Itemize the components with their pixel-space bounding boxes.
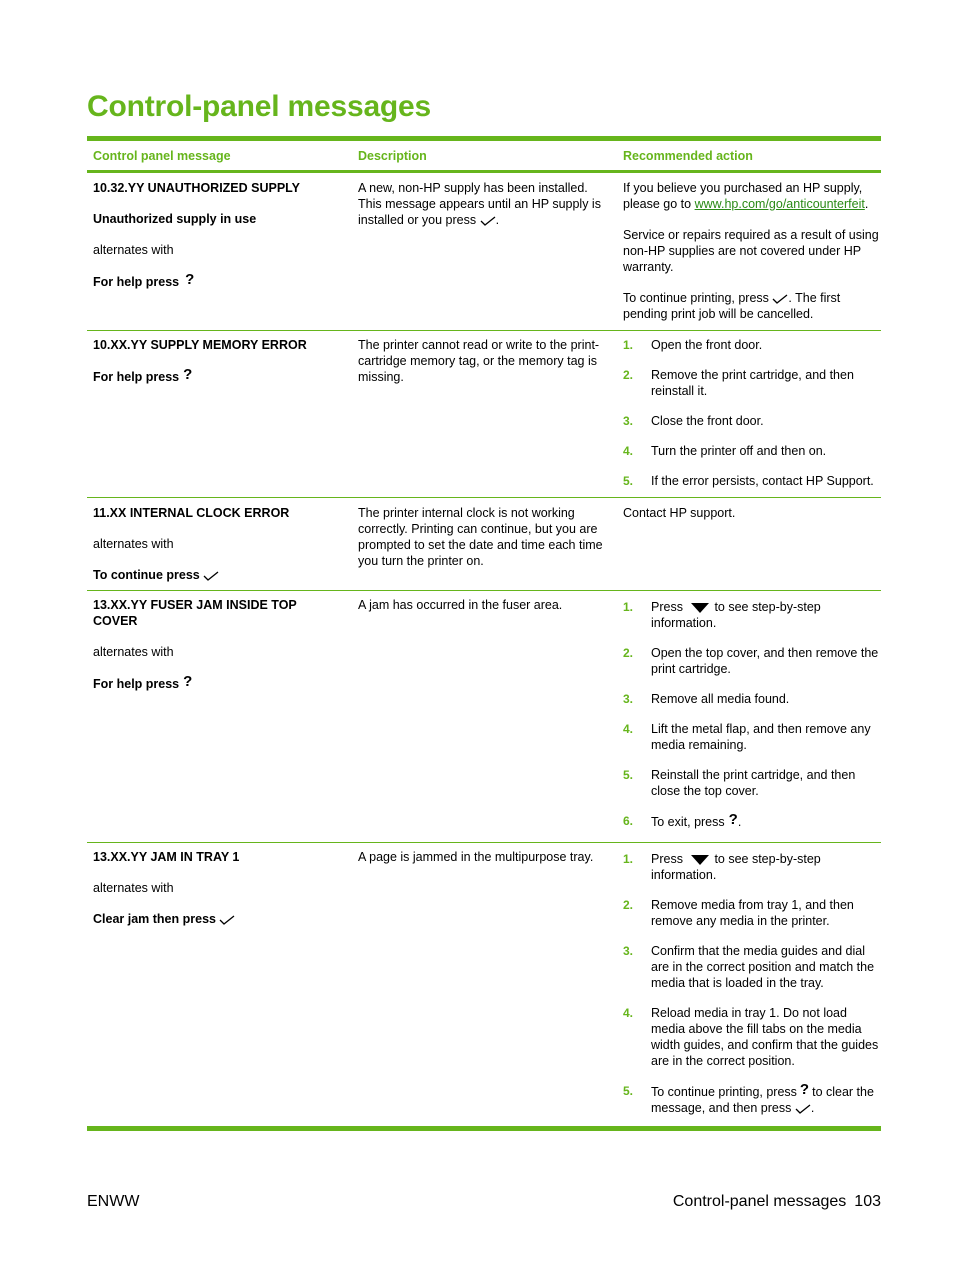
step-text: Turn the printer off and then on. [651, 444, 827, 458]
message-text: Unauthorized supply in use [93, 212, 257, 226]
footer-left-label: ENWW [87, 1193, 140, 1210]
list-item [623, 413, 879, 429]
step-number: 3. [623, 692, 634, 706]
help-icon: ? [728, 811, 738, 828]
message-code: 11.XX INTERNAL CLOCK ERROR [93, 506, 290, 520]
table-row-2-message [93, 337, 343, 385]
step-number: 2. [623, 368, 634, 382]
list-item [623, 599, 879, 631]
help-line [93, 368, 343, 385]
step-text: Confirm that the media guides and dial are in the correct position and match the media that is loaded in the tray. [651, 944, 875, 990]
help-text: For help press [93, 275, 180, 289]
description-end: . [495, 213, 500, 227]
step-number: 3. [623, 414, 634, 428]
list-item [623, 851, 879, 883]
table-row-2-action [623, 337, 879, 489]
column-header-action: Recommended action [623, 149, 753, 163]
table-row-4-action [623, 599, 879, 830]
column-header-message: Control panel message [93, 149, 231, 163]
action-para-1 [623, 180, 879, 212]
checkmark-icon [203, 571, 219, 581]
page-title: Control-panel messages [87, 90, 432, 123]
help-icon: ? [183, 366, 193, 383]
step-number: 3. [623, 944, 634, 958]
continue-text: To continue press [93, 568, 200, 582]
step-text: Reload media in tray 1. Do not load media above the fill tabs on the media width guides, and confirm that the guides are in the correct position. [651, 1006, 879, 1068]
clear-jam-text: Clear jam then press [93, 912, 216, 926]
step-number: 5. [623, 768, 634, 782]
alternates-text: alternates with [93, 645, 174, 659]
action-text-end: . [864, 197, 869, 211]
table-row-1-description [358, 180, 610, 228]
checkmark-icon [772, 294, 788, 304]
message-code: 13.XX.YY JAM IN TRAY 1 [93, 850, 240, 864]
action-para-2: Service or repairs required as a result of using non-HP supplies are not covered under HP warranty. [623, 228, 879, 274]
step-number: 2. [623, 646, 634, 660]
list-item [623, 721, 879, 753]
page-number: 103 [854, 1193, 881, 1210]
step-number: 2. [623, 898, 634, 912]
list-item [623, 367, 879, 399]
alternates-text: alternates with [93, 537, 174, 551]
step-text: Remove all media found. [651, 692, 790, 706]
table-bottom-rule [87, 1126, 881, 1131]
table-row-2-description: The printer cannot read or write to the print-cartridge memory tag, or the memory tag is missing. [358, 338, 600, 384]
column-header-description: Description [358, 149, 427, 163]
help-icon: ? [183, 673, 193, 690]
list-item [623, 1083, 879, 1116]
step-number: 1. [623, 600, 634, 614]
step-text: Open the front door. [651, 338, 763, 352]
table-row-4-description: A jam has occurred in the fuser area. [358, 598, 563, 612]
step-text: Lift the metal flap, and then remove any media remaining. [651, 722, 871, 752]
step-text-middle: to clear the message, and then press [651, 1085, 874, 1115]
down-arrow-icon [690, 854, 710, 866]
continue-line [93, 567, 343, 583]
steps-list [623, 599, 879, 830]
action-text: To continue printing, press [623, 291, 769, 305]
list-item [623, 337, 879, 353]
step-number: 4. [623, 444, 634, 458]
step-number: 5. [623, 474, 634, 488]
header-rule [87, 170, 881, 173]
table-row-1-message [93, 180, 343, 290]
checkmark-icon [480, 216, 496, 226]
table-row-5-message [93, 849, 343, 927]
step-text: Press [651, 852, 683, 866]
title-rule [87, 136, 881, 141]
list-item [623, 1005, 879, 1069]
help-line [93, 273, 343, 290]
step-number: 4. [623, 722, 634, 736]
table-row-3-action: Contact HP support. [623, 506, 736, 520]
step-text: To exit, press [651, 815, 725, 829]
step-text: Reinstall the print cartridge, and then close the top cover. [651, 768, 856, 798]
step-number: 6. [623, 814, 634, 828]
help-icon: ? [185, 271, 195, 288]
step-text: Remove media from tray 1, and then remove any media in the printer. [651, 898, 854, 928]
row-divider [87, 330, 881, 331]
action-para-3 [623, 290, 879, 322]
list-item [623, 645, 879, 677]
step-text: Open the top cover, and then remove the print cartridge. [651, 646, 879, 676]
step-text-end: to see step-by-step information. [651, 600, 821, 630]
message-code: 10.32.YY UNAUTHORIZED SUPPLY [93, 181, 301, 195]
step-text-end: . [737, 815, 742, 829]
row-divider [87, 842, 881, 843]
table-row-5-description: A page is jammed in the multipurpose tray. [358, 850, 594, 864]
step-text: Remove the print cartridge, and then reinstall it. [651, 368, 854, 398]
step-text-end: to see step-by-step information. [651, 852, 821, 882]
list-item [623, 943, 879, 991]
message-code: 10.XX.YY SUPPLY MEMORY ERROR [93, 338, 307, 352]
list-item [623, 897, 879, 929]
alternates-text: alternates with [93, 881, 174, 895]
step-number: 1. [623, 852, 634, 866]
clear-jam-line [93, 911, 343, 927]
step-text: Close the front door. [651, 414, 764, 428]
step-number: 5. [623, 1084, 634, 1098]
table-row-1-action [623, 180, 879, 322]
footer-section-title: Control-panel messages [672, 1193, 847, 1210]
help-line [93, 675, 343, 692]
help-icon: ? [799, 1081, 810, 1098]
table-row-3-message [93, 505, 343, 583]
footer-right [673, 1193, 881, 1211]
step-text-end: . [810, 1101, 815, 1115]
message-code: 13.XX.YY FUSER JAM INSIDE TOP COVER [93, 598, 297, 628]
step-text: To continue printing, press [651, 1085, 797, 1099]
action-text-end: . The first pending print job will be cancelled. [623, 291, 841, 321]
row-divider [87, 590, 881, 591]
help-text: For help press [93, 370, 180, 384]
row-divider [87, 497, 881, 498]
anticounterfeit-link[interactable]: www.hp.com/go/anticounterfeit [694, 197, 865, 211]
table-row-4-message [93, 597, 343, 692]
list-item [623, 767, 879, 799]
list-item [623, 443, 879, 459]
list-item [623, 691, 879, 707]
checkmark-icon [219, 915, 235, 925]
step-text: Press [651, 600, 683, 614]
steps-list [623, 337, 879, 489]
step-number: 4. [623, 1006, 634, 1020]
action-text: If you believe you purchased an HP supply, please go to [623, 181, 863, 211]
table-row-3-description: The printer internal clock is not working correctly. Printing can continue, but you are prompted to set the date and time each time you turn the printer on. [358, 506, 603, 568]
table-row-5-action [623, 851, 879, 1116]
alternates-text: alternates with [93, 243, 174, 257]
list-item [623, 813, 879, 830]
down-arrow-icon [690, 602, 710, 614]
step-number: 1. [623, 338, 634, 352]
description-text: A new, non-HP supply has been installed. This message appears until an HP supply is installed or you press [358, 181, 601, 227]
list-item [623, 473, 879, 489]
help-text: For help press [93, 677, 180, 691]
step-text: If the error persists, contact HP Support. [651, 474, 874, 488]
steps-list [623, 851, 879, 1116]
checkmark-icon [795, 1104, 811, 1114]
